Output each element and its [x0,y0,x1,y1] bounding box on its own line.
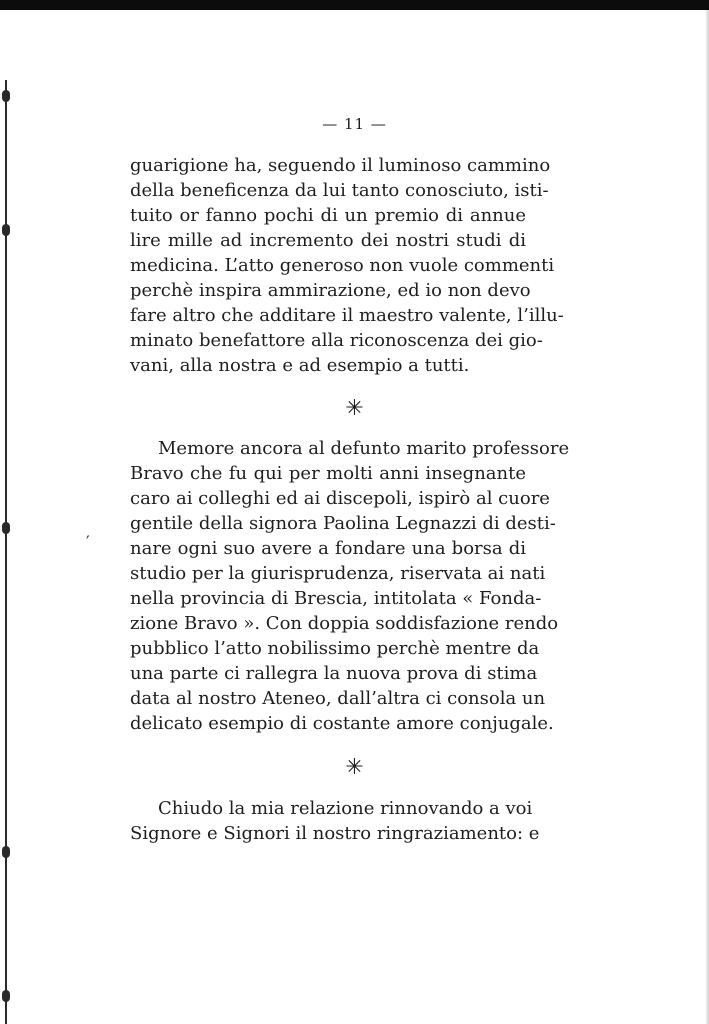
text-line: guarigione ha, seguendo il luminoso cammino [130,155,551,176]
scan-top-border [0,0,709,10]
text-line: minato benefattore alla riconoscenza dei gio- [130,330,543,351]
text-line: fare altro che additare il maestro valente, l’illu- [130,305,564,326]
text-line: vani, alla nostra e ad esempio a tutti. [130,355,470,376]
text-line: lire mille ad incremento dei nostri studi di [130,230,526,251]
text-line: tuito or fanno pochi di un premio di annue [130,205,526,226]
text-line: perchè inspira ammirazione, ed io non devo [130,280,531,301]
text-line: Signore e Signori il nostro ringraziamento: e [130,823,540,844]
binding-mark [2,224,10,236]
binding-mark [2,522,10,534]
stray-mark: ′ [86,532,90,551]
text-line: delicato esempio di costante amore conjugale. [130,713,554,734]
text-line: Memore ancora al defunto marito professore [158,438,570,459]
text-line: gentile della signora Paolina Legnazzi di desti- [130,513,556,534]
text-line: una parte ci rallegra la nuova prova di stima [130,663,538,684]
text-line: della beneficenza da lui tanto conosciuto, isti- [130,180,549,201]
text-line: Bravo che fu qui per molti anni insegnante [130,463,526,484]
section-ornament: ✳ [345,755,364,780]
section-ornament: ✳ [345,396,364,421]
text-line: caro ai colleghi ed ai discepoli, ispirò al cuore [130,488,550,509]
text-line: studio per la giurisprudenza, riservata ai nati [130,563,546,584]
binding-mark [2,846,10,858]
binding-mark [2,90,10,102]
text-line: nella provincia di Brescia, intitolata « Fonda- [130,588,542,609]
page-number: — 11 — [322,115,387,133]
text-line: data al nostro Ateneo, dall’altra ci consola un [130,688,546,709]
scan-left-edge [5,80,7,1024]
binding-mark [2,990,10,1002]
text-line: Chiudo la mia relazione rinnovando a voi [158,798,533,819]
text-line: pubblico l’atto nobilissimo perchè mentre da [130,638,540,659]
text-line: zione Bravo ». Con doppia soddisfazione rendo [130,613,559,634]
scan-right-edge [705,10,709,1024]
text-line: medicina. L’atto generoso non vuole commenti [130,255,555,276]
text-line: nare ogni suo avere a fondare una borsa di [130,538,526,559]
